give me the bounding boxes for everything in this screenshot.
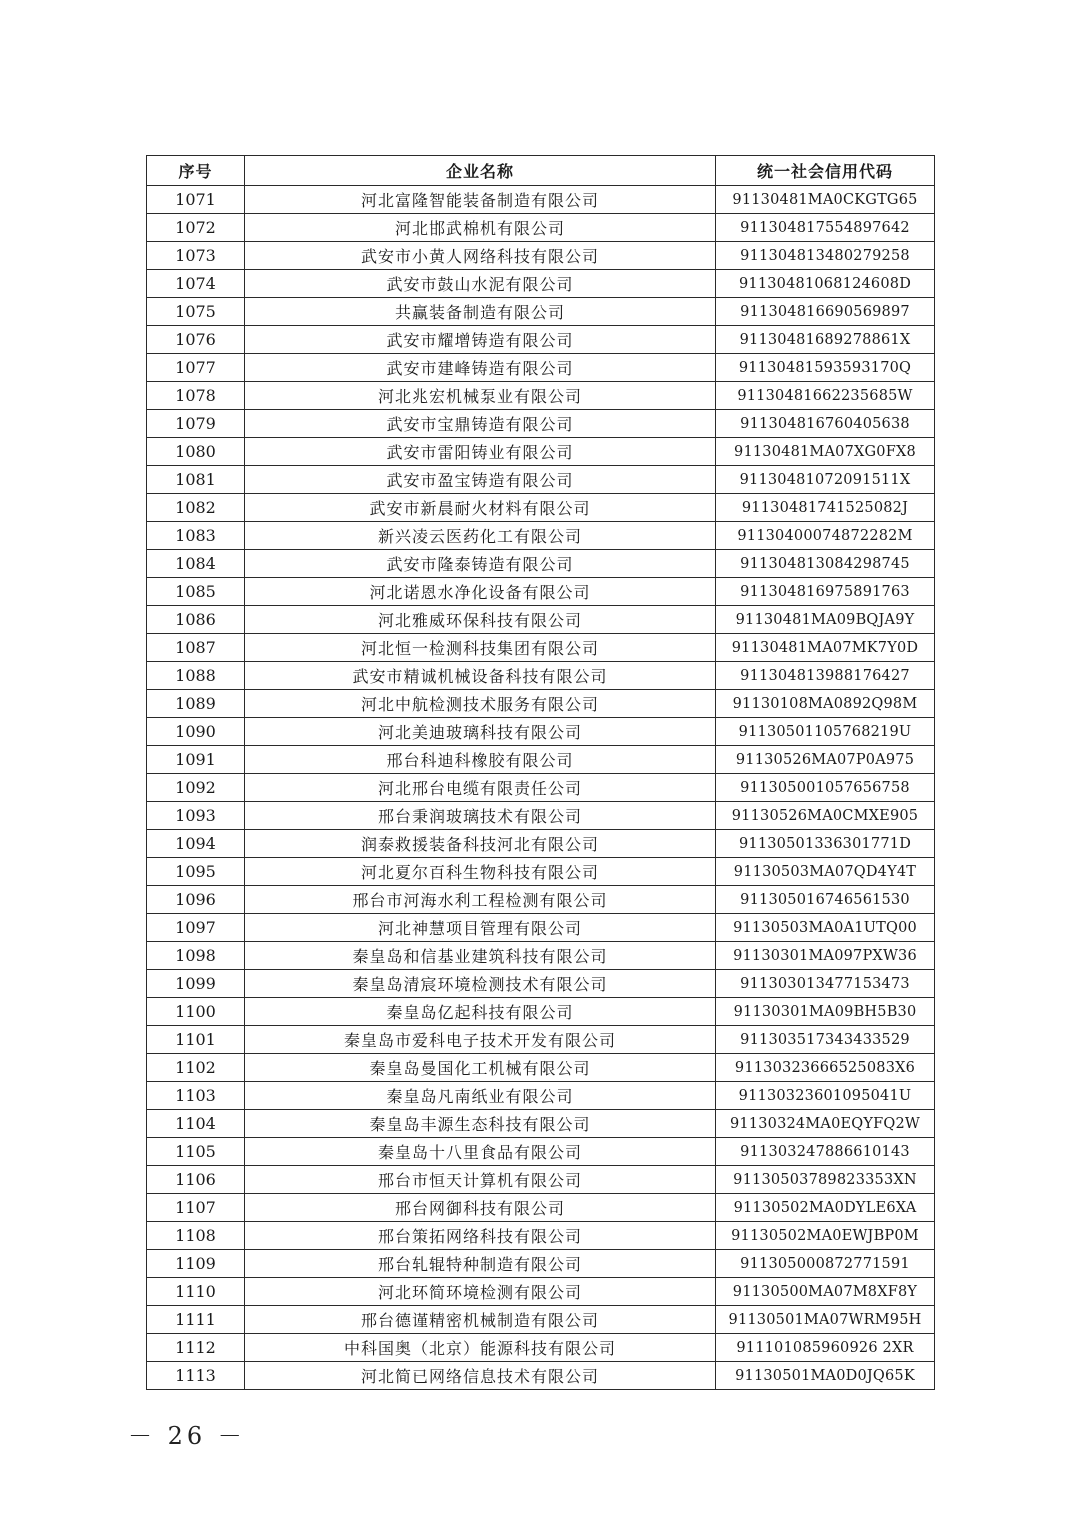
table-row <box>147 802 935 830</box>
table-row <box>147 970 935 998</box>
cell-company-name: 河北夏尔百科生物科技有限公司 <box>245 858 716 886</box>
cell-credit-code: 911304816760405638 <box>716 410 935 438</box>
table-row <box>147 830 935 858</box>
table-row <box>147 1166 935 1194</box>
table-row <box>147 354 935 382</box>
cell-company-name: 河北邯武棉机有限公司 <box>245 214 716 242</box>
cell-serial-number: 1089 <box>147 690 245 718</box>
table-row <box>147 774 935 802</box>
table-row <box>147 1334 935 1362</box>
cell-company-name: 秦皇岛亿起科技有限公司 <box>245 998 716 1026</box>
cell-serial-number: 1101 <box>147 1026 245 1054</box>
cell-credit-code: 91130481741525082J <box>716 494 935 522</box>
cell-credit-code: 91130400074872282M <box>716 522 935 550</box>
table-row <box>147 662 935 690</box>
cell-serial-number: 1104 <box>147 1110 245 1138</box>
cell-serial-number: 1081 <box>147 466 245 494</box>
cell-serial-number: 1092 <box>147 774 245 802</box>
cell-credit-code: 911101085960926 2XR <box>716 1334 935 1362</box>
cell-company-name: 武安市小黄人网络科技有限公司 <box>245 242 716 270</box>
cell-serial-number: 1095 <box>147 858 245 886</box>
table-body <box>147 186 935 1390</box>
cell-credit-code: 91130481689278861X <box>716 326 935 354</box>
cell-serial-number: 1083 <box>147 522 245 550</box>
cell-credit-code: 911305000872771591 <box>716 1250 935 1278</box>
table-row <box>147 746 935 774</box>
cell-credit-code: 911304816690569897 <box>716 298 935 326</box>
cell-serial-number: 1072 <box>147 214 245 242</box>
cell-serial-number: 1105 <box>147 1138 245 1166</box>
cell-credit-code: 91130501105768219U <box>716 718 935 746</box>
cell-company-name: 河北美迪玻璃科技有限公司 <box>245 718 716 746</box>
cell-credit-code: 91130502MA0DYLE6XA <box>716 1194 935 1222</box>
cell-credit-code: 91130481MA07MK7Y0D <box>716 634 935 662</box>
table-row <box>147 606 935 634</box>
cell-company-name: 武安市盈宝铸造有限公司 <box>245 466 716 494</box>
cell-company-name: 秦皇岛市爱科电子技术开发有限公司 <box>245 1026 716 1054</box>
cell-credit-code: 91130481068124608D <box>716 270 935 298</box>
cell-credit-code: 911303247886610143 <box>716 1138 935 1166</box>
cell-company-name: 秦皇岛曼国化工机械有限公司 <box>245 1054 716 1082</box>
cell-serial-number: 1093 <box>147 802 245 830</box>
cell-company-name: 武安市耀增铸造有限公司 <box>245 326 716 354</box>
cell-serial-number: 1080 <box>147 438 245 466</box>
table-row <box>147 1110 935 1138</box>
cell-company-name: 秦皇岛和信基业建筑科技有限公司 <box>245 942 716 970</box>
cell-company-name: 邢台网御科技有限公司 <box>245 1194 716 1222</box>
cell-company-name: 河北邢台电缆有限责任公司 <box>245 774 716 802</box>
cell-serial-number: 1108 <box>147 1222 245 1250</box>
cell-company-name: 武安市隆泰铸造有限公司 <box>245 550 716 578</box>
cell-credit-code: 91130481593593170Q <box>716 354 935 382</box>
cell-serial-number: 1102 <box>147 1054 245 1082</box>
cell-serial-number: 1111 <box>147 1306 245 1334</box>
table-row <box>147 242 935 270</box>
cell-credit-code: 91130501336301771D <box>716 830 935 858</box>
header-company-name: 企业名称 <box>245 156 716 186</box>
table-row <box>147 298 935 326</box>
cell-company-name: 秦皇岛十八里食品有限公司 <box>245 1138 716 1166</box>
table-row <box>147 186 935 214</box>
cell-credit-code: 911304816975891763 <box>716 578 935 606</box>
cell-serial-number: 1091 <box>147 746 245 774</box>
cell-company-name: 河北富隆智能装备制造有限公司 <box>245 186 716 214</box>
cell-serial-number: 1084 <box>147 550 245 578</box>
cell-company-name: 河北雅威环保科技有限公司 <box>245 606 716 634</box>
cell-credit-code: 91130481662235685W <box>716 382 935 410</box>
table-row <box>147 718 935 746</box>
cell-serial-number: 1079 <box>147 410 245 438</box>
table-row <box>147 326 935 354</box>
cell-company-name: 邢台科迪科橡胶有限公司 <box>245 746 716 774</box>
cell-serial-number: 1097 <box>147 914 245 942</box>
cell-company-name: 河北环简环境检测有限公司 <box>245 1278 716 1306</box>
cell-serial-number: 1074 <box>147 270 245 298</box>
table-row <box>147 270 935 298</box>
cell-credit-code: 91130502MA0EWJBP0M <box>716 1222 935 1250</box>
cell-credit-code: 91130301MA09BH5B30 <box>716 998 935 1026</box>
table-row <box>147 1138 935 1166</box>
cell-serial-number: 1100 <box>147 998 245 1026</box>
cell-company-name: 邢台秉润玻璃技术有限公司 <box>245 802 716 830</box>
cell-credit-code: 911303517343433529 <box>716 1026 935 1054</box>
cell-serial-number: 1112 <box>147 1334 245 1362</box>
cell-company-name: 武安市宝鼎铸造有限公司 <box>245 410 716 438</box>
cell-serial-number: 1078 <box>147 382 245 410</box>
table-row <box>147 214 935 242</box>
cell-serial-number: 1103 <box>147 1082 245 1110</box>
table-row <box>147 382 935 410</box>
cell-serial-number: 1082 <box>147 494 245 522</box>
table-row <box>147 1250 935 1278</box>
cell-serial-number: 1096 <box>147 886 245 914</box>
cell-serial-number: 1088 <box>147 662 245 690</box>
enterprise-table <box>146 155 935 1390</box>
table-row <box>147 942 935 970</box>
cell-credit-code: 91130481MA0CKGTG65 <box>716 186 935 214</box>
table-row <box>147 858 935 886</box>
table-row <box>147 1082 935 1110</box>
cell-company-name: 河北恒一检测科技集团有限公司 <box>245 634 716 662</box>
cell-credit-code: 91130503MA07QD4Y4T <box>716 858 935 886</box>
cell-credit-code: 91130301MA097PXW36 <box>716 942 935 970</box>
cell-serial-number: 1086 <box>147 606 245 634</box>
cell-company-name: 共赢装备制造有限公司 <box>245 298 716 326</box>
cell-company-name: 河北神慧项目管理有限公司 <box>245 914 716 942</box>
cell-company-name: 武安市雷阳铸业有限公司 <box>245 438 716 466</box>
header-serial-number: 序号 <box>147 156 245 186</box>
cell-credit-code: 91130481072091511X <box>716 466 935 494</box>
table-row <box>147 1194 935 1222</box>
cell-company-name: 新兴凌云医药化工有限公司 <box>245 522 716 550</box>
cell-serial-number: 1106 <box>147 1166 245 1194</box>
cell-credit-code: 911304813084298745 <box>716 550 935 578</box>
cell-serial-number: 1099 <box>147 970 245 998</box>
table-row <box>147 1026 935 1054</box>
cell-credit-code: 91130503MA0A1UTQ00 <box>716 914 935 942</box>
cell-serial-number: 1075 <box>147 298 245 326</box>
table-row <box>147 522 935 550</box>
cell-company-name: 河北兆宏机械泵业有限公司 <box>245 382 716 410</box>
table-row <box>147 634 935 662</box>
header-row <box>147 156 935 186</box>
cell-credit-code: 91130501MA0D0JQ65K <box>716 1362 935 1390</box>
table-row <box>147 914 935 942</box>
cell-company-name: 润泰救援装备科技河北有限公司 <box>245 830 716 858</box>
cell-company-name: 邢台轧辊特种制造有限公司 <box>245 1250 716 1278</box>
cell-serial-number: 1087 <box>147 634 245 662</box>
table-header <box>147 156 935 186</box>
cell-serial-number: 1073 <box>147 242 245 270</box>
table-row <box>147 438 935 466</box>
table-row <box>147 1278 935 1306</box>
cell-credit-code: 91130481MA09BQJA9Y <box>716 606 935 634</box>
table-row <box>147 690 935 718</box>
cell-company-name: 河北诺恩水净化设备有限公司 <box>245 578 716 606</box>
cell-company-name: 武安市建峰铸造有限公司 <box>245 354 716 382</box>
table-row <box>147 886 935 914</box>
cell-company-name: 河北简已网络信息技术有限公司 <box>245 1362 716 1390</box>
table-row <box>147 1362 935 1390</box>
header-credit-code: 统一社会信用代码 <box>716 156 935 186</box>
table-row <box>147 998 935 1026</box>
cell-serial-number: 1113 <box>147 1362 245 1390</box>
cell-serial-number: 1109 <box>147 1250 245 1278</box>
cell-serial-number: 1085 <box>147 578 245 606</box>
cell-serial-number: 1076 <box>147 326 245 354</box>
table-row <box>147 1306 935 1334</box>
cell-serial-number: 1094 <box>147 830 245 858</box>
page-number: － 26 － <box>128 1422 246 1450</box>
table-row <box>147 494 935 522</box>
cell-company-name: 邢台市恒天计算机有限公司 <box>245 1166 716 1194</box>
cell-company-name: 武安市鼓山水泥有限公司 <box>245 270 716 298</box>
cell-company-name: 武安市精诚机械设备科技有限公司 <box>245 662 716 690</box>
cell-company-name: 河北中航检测技术服务有限公司 <box>245 690 716 718</box>
table-row <box>147 578 935 606</box>
cell-credit-code: 91130323666525083X6 <box>716 1054 935 1082</box>
cell-credit-code: 91130501MA07WRM95H <box>716 1306 935 1334</box>
cell-serial-number: 1110 <box>147 1278 245 1306</box>
cell-credit-code: 91130526MA0CMXE905 <box>716 802 935 830</box>
cell-credit-code: 911304813480279258 <box>716 242 935 270</box>
cell-credit-code: 911303013477153473 <box>716 970 935 998</box>
cell-company-name: 秦皇岛清宸环境检测技术有限公司 <box>245 970 716 998</box>
cell-credit-code: 911304817554897642 <box>716 214 935 242</box>
cell-serial-number: 1071 <box>147 186 245 214</box>
cell-serial-number: 1090 <box>147 718 245 746</box>
cell-credit-code: 91130108MA0892Q98M <box>716 690 935 718</box>
cell-serial-number: 1098 <box>147 942 245 970</box>
cell-credit-code: 91130500MA07M8XF8Y <box>716 1278 935 1306</box>
cell-company-name: 秦皇岛丰源生态科技有限公司 <box>245 1110 716 1138</box>
table-row <box>147 1054 935 1082</box>
table-row <box>147 410 935 438</box>
table-row <box>147 466 935 494</box>
cell-credit-code: 911304813988176427 <box>716 662 935 690</box>
cell-credit-code: 911305001057656758 <box>716 774 935 802</box>
cell-credit-code: 91130324MA0EQYFQ2W <box>716 1110 935 1138</box>
cell-company-name: 武安市新晨耐火材料有限公司 <box>245 494 716 522</box>
cell-credit-code: 911305016746561530 <box>716 886 935 914</box>
cell-company-name: 中科国奥（北京）能源科技有限公司 <box>245 1334 716 1362</box>
cell-credit-code: 91130526MA07P0A975 <box>716 746 935 774</box>
cell-credit-code: 91130323601095041U <box>716 1082 935 1110</box>
cell-company-name: 邢台策拓网络科技有限公司 <box>245 1222 716 1250</box>
cell-company-name: 秦皇岛凡南纸业有限公司 <box>245 1082 716 1110</box>
cell-credit-code: 91130481MA07XG0FX8 <box>716 438 935 466</box>
table-row <box>147 550 935 578</box>
cell-serial-number: 1077 <box>147 354 245 382</box>
cell-credit-code: 91130503789823353XN <box>716 1166 935 1194</box>
table-row <box>147 1222 935 1250</box>
cell-company-name: 邢台市河海水利工程检测有限公司 <box>245 886 716 914</box>
cell-company-name: 邢台德谨精密机械制造有限公司 <box>245 1306 716 1334</box>
cell-serial-number: 1107 <box>147 1194 245 1222</box>
